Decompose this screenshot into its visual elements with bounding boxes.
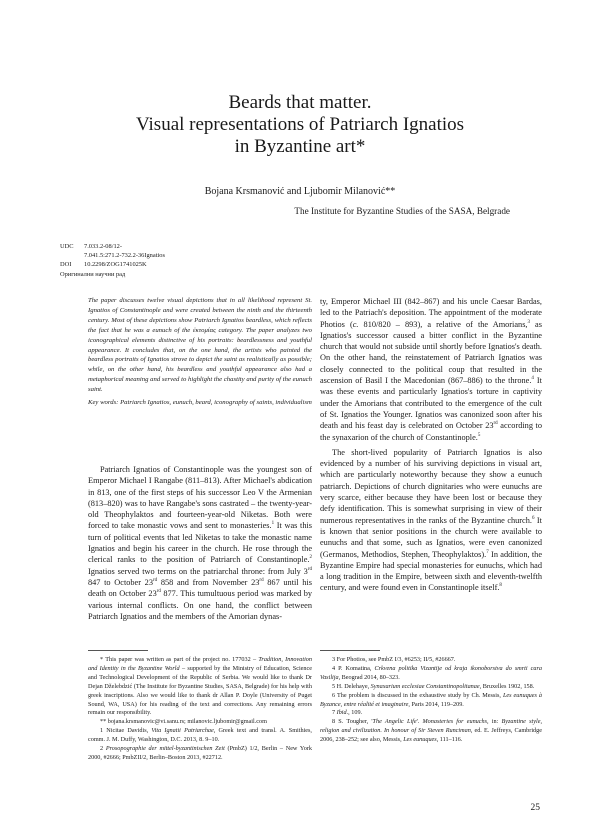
body-column-left (88, 464, 312, 622)
article-type: Оригинални научни рад (60, 270, 126, 278)
udc-value-cont: 7.041.5:271.2-732.2-36Ignatios (84, 252, 165, 260)
abstract (88, 296, 312, 408)
footnote: 6 The problem is discussed in the exhaustive study by Ch. Messis, Les eunuques à Byzance, entre réalité et imaginaire, Paris 2014, 119–209. (320, 691, 543, 708)
footnote-ref[interactable]: 7 (486, 549, 489, 555)
article-title (60, 92, 540, 158)
title-line-3: in Byzantine art* (234, 136, 366, 157)
udc-value: 7.033.2-08/12- (84, 243, 122, 250)
footnote-ref[interactable]: 2 (309, 555, 312, 561)
footnote-divider (88, 650, 148, 651)
footnote: * This paper was written as part of the project no. 177032 – Tradition, Innovation and Identity in the Byzantine World – supported by the Ministry of Education, Science and Technological Development of the Republic of Serbia. We would like to thank Dr Dejan Dželebdzić (The Institute for Byzantine Studies, SASA, Belgrade) for his help with greek inscriptions. Also we would like to thank dr Allan P. Doyle (University of Puget Sound, WA, USA) for his reading of the text and corrections. Any remaining errors remain our responsibility. (88, 656, 312, 717)
authors: Bojana Krsmanović and Ljubomir Milanović** (204, 186, 396, 197)
footnotes-left (88, 656, 312, 763)
footnote-ref[interactable]: 8 (499, 583, 502, 589)
title-line-1: Beards that matter. (228, 92, 372, 113)
affiliation: The Institute for Byzantine Studies of the SASA, Belgrade (294, 206, 510, 216)
footnotes-right (320, 656, 542, 745)
footnote: 8 S. Tougher, 'The Angelic Life'. Monasteries for eunuchs, in: Byzantine style, religion and civilization. In honour of Sir Steven Runciman, ed. E. Jeffreys, Cambridge 2006, 238–252; see also, Messis, Les eunuques, 111–116. (320, 718, 542, 744)
footnote-divider (320, 650, 380, 651)
doi-value: 10.2298/ZOG1741025K (84, 261, 147, 269)
body-column-right (320, 296, 542, 594)
body-paragraph: ty, Emperor Michael III (842–867) and his uncle Caesar Bardas, led to the Patriach's deposition. The appointment of the moderate Photios (c. 810/820 – 893), a relative of the Amorians,$^3$ as Ignatios's successor caused a bitter conflict in the Byzantine church that would not subside until shortly before Ignatios's death. On the other hand, the reinstatement of Patriarch Ignatios was closely connected to the political coup that resulted in the ascension of Basil I the Macedonian (867–886) to the throne.$^4$ It was these events and particularly Ignatios's torture in captivity under the Amorians that contributed to the emergence of the cult of St. Ignatios the Younger. Ignatios was canonized soon after his death and his feast day is celebrated on October 23rd according to the synaxarion of the church of Constantinople.$^5$ (320, 297, 543, 442)
footnote-ref[interactable]: 6 (531, 515, 535, 521)
title-line-2: Visual representations of Patriarch Ignatios (135, 114, 465, 135)
body-paragraph: Patriarch Ignatios of Constantinople was the youngest son of Emperor Michael I Rangabe (811–813). After Michael's abdication in 813, one of the first steps of his successor Leo V the Armenian (813–820) was to have Rangabe's sons castrated – the twenty-year-old Theophylaktos and fourteen-year-old Niketas. Both were forced to take monastic vows and sent to monasteries.$^1$ It was this turn of political events that led Niketas to take the monastic name Ignatios and begin his career in the church. He rose through the clerical ranks to the position of Patriarch of Constantinople.$^2$ Ignatios served two terms on the patriarchal throne: from July 3rd 847 to October 23rd 858 and from November 23rd 867 until his death on October 23rd 877. This tumultuous period was marked by various internal conflicts. On one hand, the conflict between Patriarch Ignatios and the members of the Amorian dynas- (88, 465, 313, 621)
footnote: 5 H. Delehaye, Synaxarium ecclesiae Constantinopolitanae, Bruxelles 1902, 158. (332, 682, 535, 690)
footnote: 7 Ibid., 109. (332, 709, 363, 717)
abstract-text: The paper discusses twelve visual depictions that in all likelihood represent St. Ignatios of Constantinople and were created between the ninth and the thirteenth century. Most of these depictions show Patriarch Ignatios beardless, which reflects the fact that he was a eunuch of the ἐκτομίας category. The paper analyzes two iconographical elements distinctive of his portraits: beardlessness and youthful appearance. It concludes that, on the one hand, the artists who painted the beardless portraits of Ignatios strove to depict the saint as realistically as possible; while, on the other hand, his beardless and youthful appearance also had a metaphorical meaning and served to highlight the chastity and purity of the eunuch saint. (88, 297, 312, 394)
footnote-ref[interactable]: 5 (477, 432, 481, 438)
footnote-ref[interactable]: 3 (527, 319, 530, 325)
doi-label: DOI (60, 261, 72, 269)
body-paragraph: The short-lived popularity of Patriarch Ignatios is also evidenced by a number of his surviving depictions in visual art, which are particularly noteworthy because they show a eunuch patriarch. Depictions of church dignitaries who were eunuchs are very scarce, either because they have been lost or because they defy identification. This is somewhat surprising in view of their numerous representatives in the ranks of the Byzantine church.$^6$ It is known that senior positions in the church were available to eunuchs and that some, such as Ignatios, were even canonized (Germanos, Methodios, Stephen, Theophylaktos).$^7$ In addition, the Byzantine Empire had special monasteries for eunuchs, which had a long tradition in the Empire, between sixth and eleventh-twelfth century, and were found even in Constantinople itself.$^8$ (320, 447, 542, 593)
page-number: 25 (530, 803, 540, 813)
footnote-ref[interactable]: 1 (271, 521, 275, 527)
footnote: 3 For Photios, see PmbZ I/3, #6253; II/5, #26667. (332, 656, 456, 663)
footnote-ref[interactable]: 4 (531, 376, 534, 382)
footnote: 1 Nicitae Davidis, Vita Ignatii Patriarchae, Greek text and transl. A. Smithies, comm. J. M. Duffy, Washington, D.C. 2013, 8. 9–10. (88, 727, 312, 744)
udc-label: UDC (60, 243, 74, 250)
footnote: 4 P. Komatina, Crkvena politika Vizantije od kraja ikonoborstva do smrti cara Vasilija, Beograd 2014, 80–323. (320, 664, 542, 681)
footnote: ** bojana.krsmanovic@vi.sanu.rs; milanovic.ljubomir@gmail.com (100, 718, 267, 726)
keywords: Key words: Patriarch Ignatios, eunuch, beard, iconography of saints, individualism (88, 399, 312, 407)
article-metadata (60, 242, 165, 279)
footnote: 2 Prosopographie der mittel-byzantinischen Zeit (PmbZ) 1/2, Berlin – New York 2000, #2666; PmbZII/2, Berlin–Boston 2013, #22712. (88, 745, 313, 761)
